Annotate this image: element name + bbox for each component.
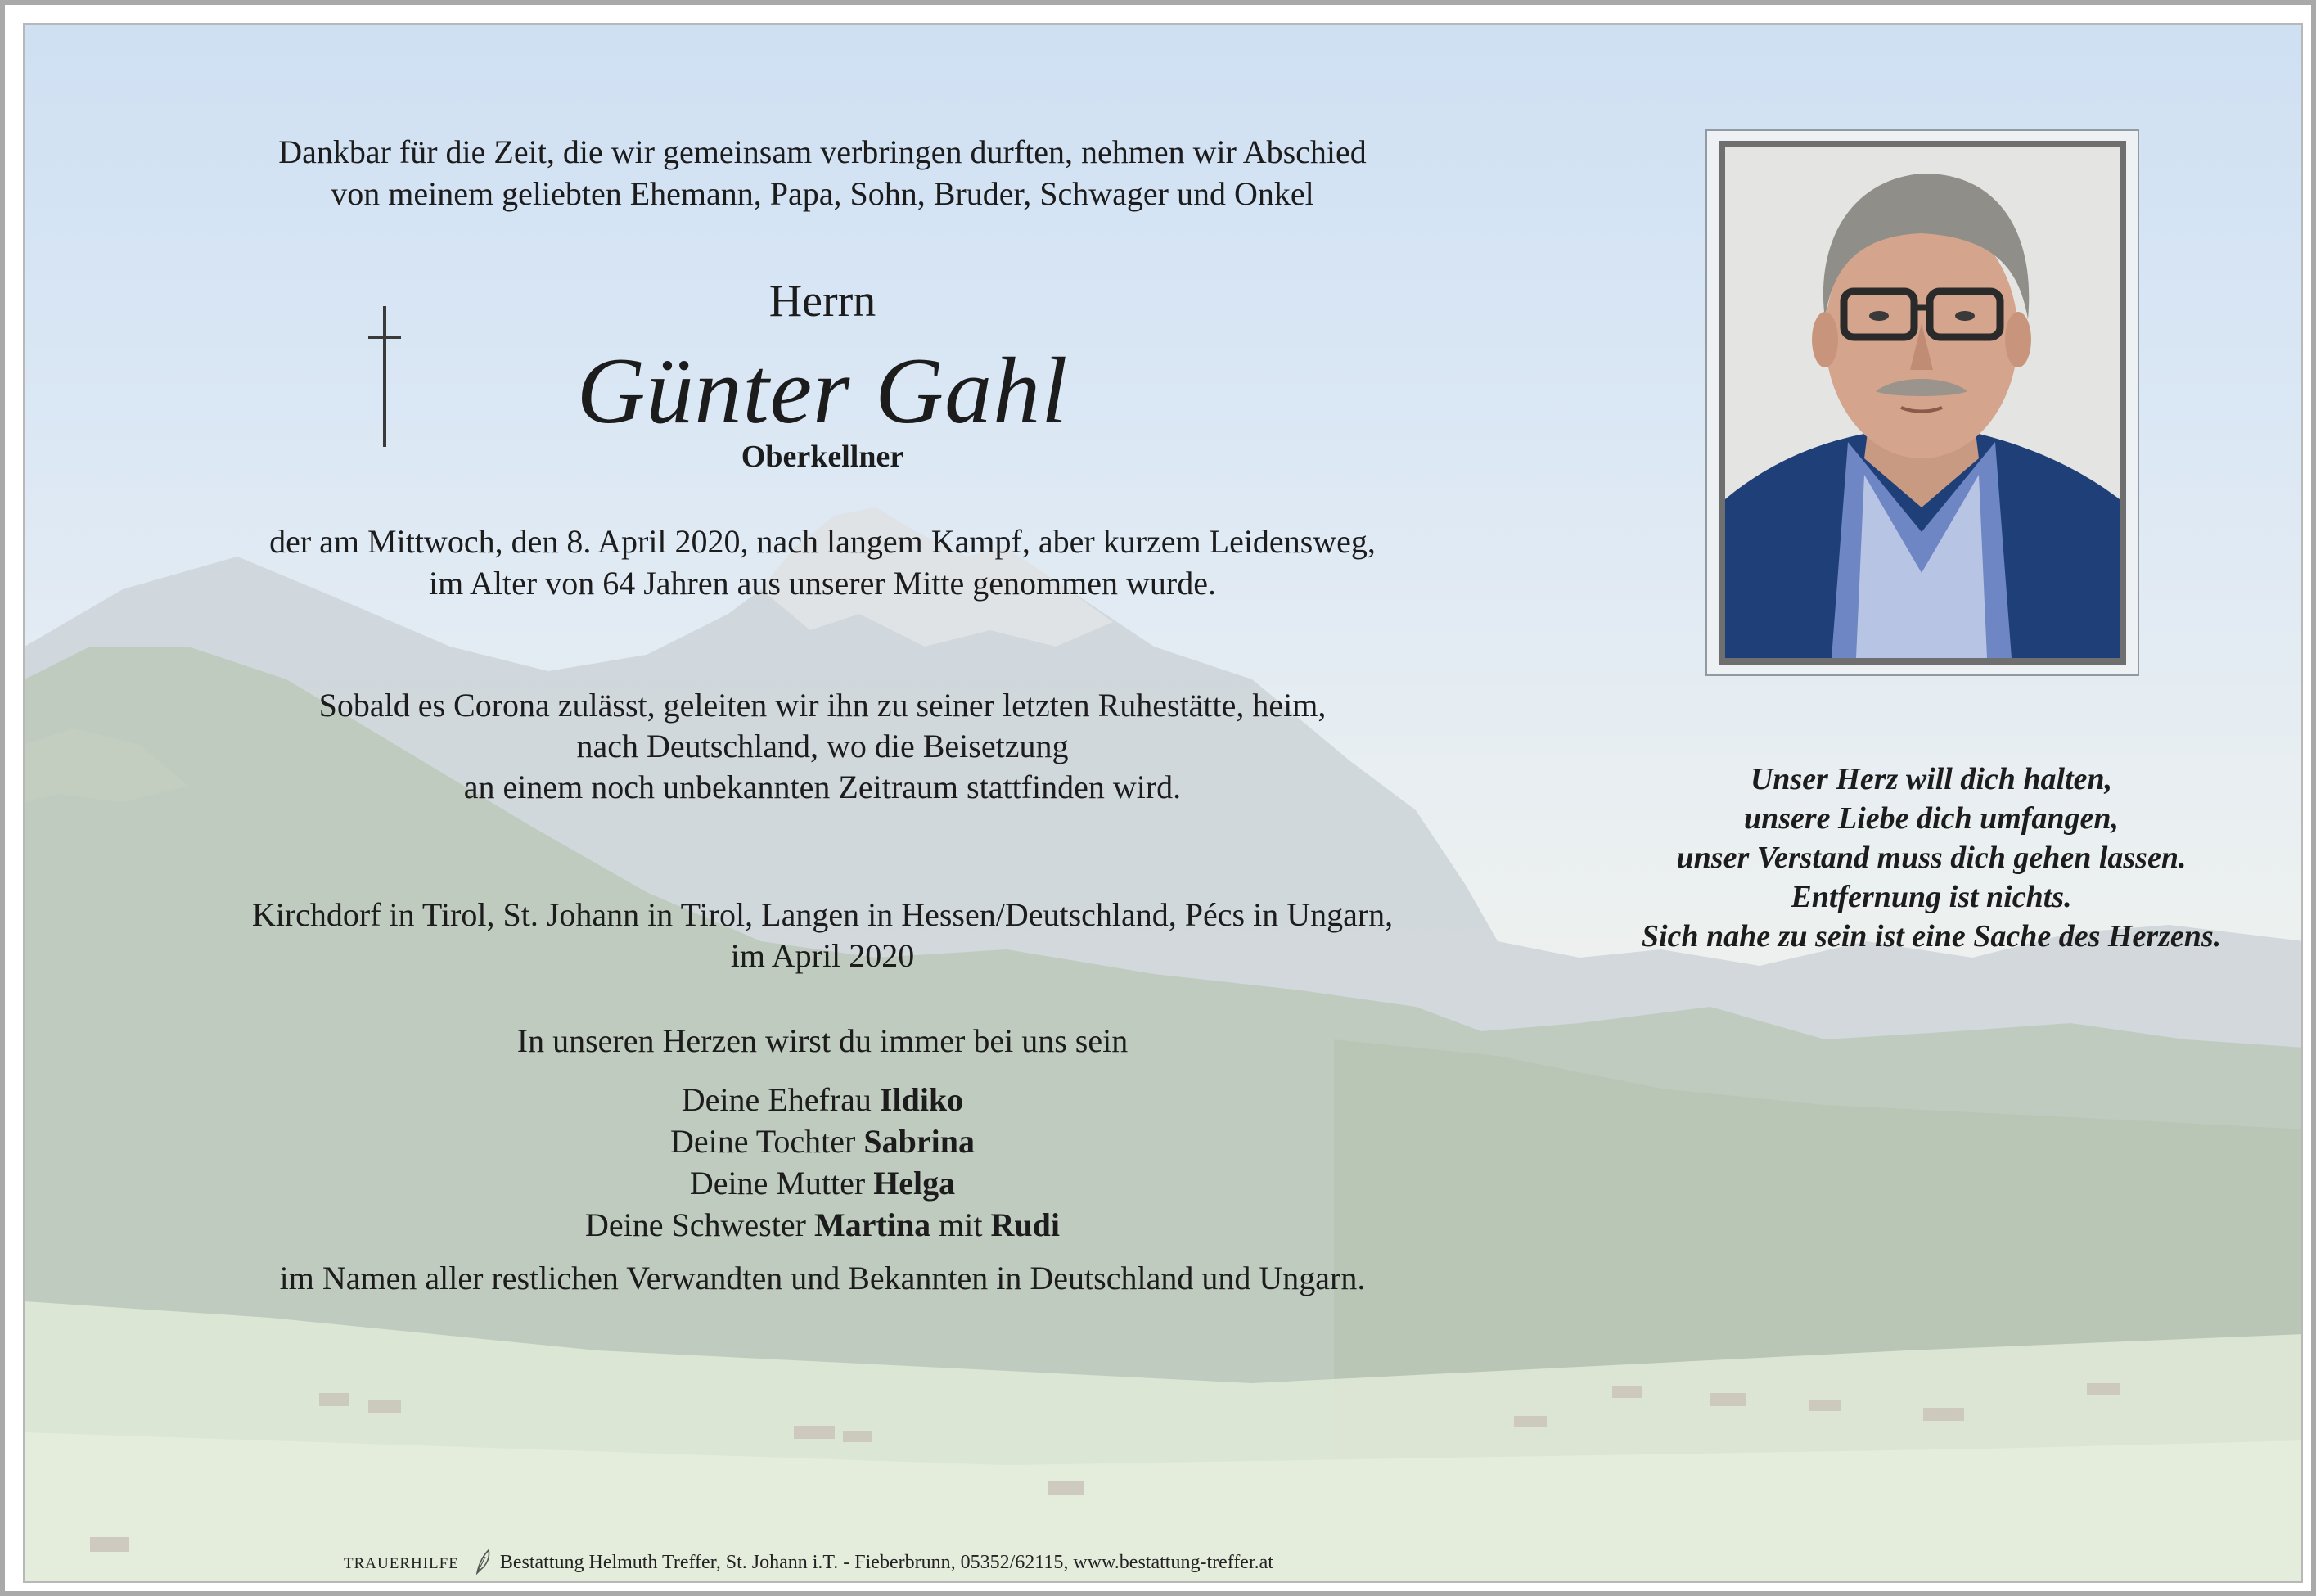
mourner-wife bbox=[25, 1079, 1620, 1120]
poem-line-2: unsere Liebe dich umfangen, bbox=[1743, 801, 2120, 836]
mourner-mother-name: Helga bbox=[873, 1165, 956, 1202]
relatives-line: im Namen aller restlichen Verwandten und Bekannten in Deutschland und Ungarn. bbox=[279, 1260, 1366, 1296]
death-notice-line-1: der am Mittwoch, den 8. April 2020, nach langem Kampf, aber kurzem Leidensweg, bbox=[269, 523, 1376, 560]
intro-line-1: Dankbar für die Zeit, die wir gemeinsam verbringen durften, nehmen wir Abschied bbox=[278, 133, 1367, 170]
portrait-photo bbox=[1719, 141, 2126, 665]
portrait-photo-frame bbox=[1705, 129, 2139, 676]
places-line-2: im April 2020 bbox=[730, 937, 915, 974]
deceased-name: Günter Gahl bbox=[576, 339, 1069, 444]
burial-line-3: an einem noch unbekannten Zeitraum stattfinden wird. bbox=[463, 769, 1182, 805]
footer-text: Bestattung Helmuth Treffer, St. Johann i.T. - Fieberbrunn, 05352/62115, www.bestattung-treffer.at bbox=[499, 1552, 1273, 1573]
mourner-daughter-prefix: Deine Tochter bbox=[670, 1123, 864, 1160]
mourner-daughter bbox=[25, 1120, 1620, 1162]
death-notice-line-2: im Alter von 64 Jahren aus unserer Mitte genommen wurde. bbox=[429, 565, 1216, 602]
mourner-sister-partner: Rudi bbox=[990, 1206, 1060, 1243]
footer bbox=[344, 1549, 1273, 1575]
mourner-mother bbox=[25, 1162, 1620, 1204]
burial-line-1: Sobald es Corona zulässt, geleiten wir ihn zu seiner letzten Ruhestätte, heim, bbox=[318, 687, 1327, 724]
mourner-daughter-name: Sabrina bbox=[863, 1123, 975, 1160]
mourner-mother-prefix: Deine Mutter bbox=[689, 1165, 874, 1202]
salutation: Herrn bbox=[768, 276, 876, 327]
places-line-1: Kirchdorf in Tirol, St. Johann in Tirol, Langen in Hessen/Deutschland, Pécs in Ungarn, bbox=[251, 896, 1394, 933]
poem-line-4: Entfernung ist nichts. bbox=[1791, 880, 2072, 914]
poem-line-3: unser Verstand muss dich gehen lassen. bbox=[1676, 841, 2187, 875]
text-layer bbox=[25, 25, 2303, 1583]
portrait-illustration bbox=[1725, 147, 2120, 658]
feather-icon bbox=[474, 1549, 492, 1575]
mourner-wife-name: Ildiko bbox=[879, 1081, 964, 1118]
mourner-sister-prefix: Deine Schwester bbox=[585, 1206, 814, 1243]
poem-line-5: Sich nahe zu sein ist eine Sache des Herzens. bbox=[1641, 919, 2222, 954]
mourner-wife-prefix: Deine Ehefrau bbox=[681, 1081, 880, 1118]
poem-line-1: Unser Herz will dich halten, bbox=[1750, 762, 2113, 796]
closing-line: In unseren Herzen wirst du immer bei uns sein bbox=[516, 1022, 1129, 1059]
obituary-card bbox=[23, 23, 2303, 1583]
deceased-occupation: Oberkellner bbox=[741, 440, 904, 474]
burial-line-2: nach Deutschland, wo die Beisetzung bbox=[576, 728, 1069, 764]
mourner-sister bbox=[25, 1204, 1620, 1246]
mourner-sister-name: Martina bbox=[813, 1206, 931, 1243]
footer-brand: TRAUERHILFE bbox=[344, 1555, 459, 1572]
intro-line-2: von meinem geliebten Ehemann, Papa, Sohn, Bruder, Schwager und Onkel bbox=[331, 175, 1314, 212]
mourner-sister-joiner: mit bbox=[930, 1206, 991, 1243]
